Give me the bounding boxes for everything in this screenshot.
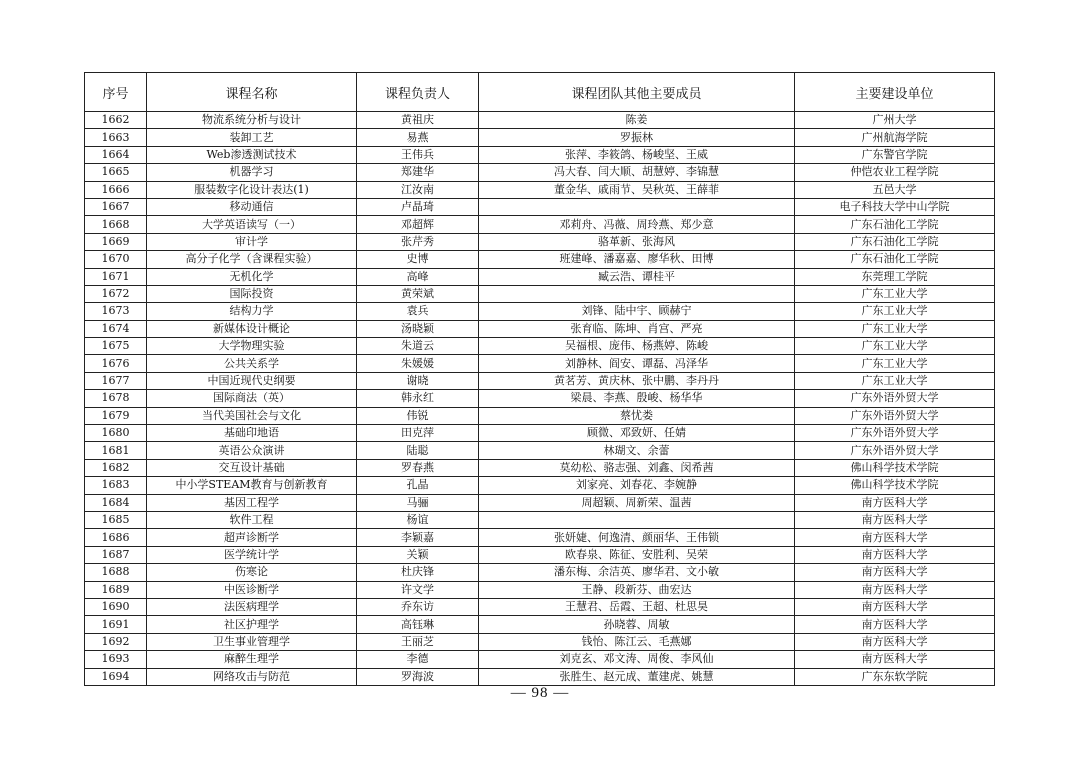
cell-index: 1691 <box>85 616 147 633</box>
cell-course-lead: 卢晶琦 <box>357 198 479 215</box>
cell-index: 1671 <box>85 268 147 285</box>
cell-institution: 广东石油化工学院 <box>795 216 995 233</box>
cell-team-members: 罗振林 <box>479 129 795 146</box>
cell-index: 1669 <box>85 233 147 250</box>
cell-team-members: 臧云浩、谭桂平 <box>479 268 795 285</box>
cell-institution: 南方医科大学 <box>795 494 995 511</box>
cell-course-lead: 马骊 <box>357 494 479 511</box>
cell-team-members: 邓莉舟、冯薇、周玲燕、郑少意 <box>479 216 795 233</box>
cell-team-members: 张育临、陈坤、肖宫、严亮 <box>479 320 795 337</box>
table-row <box>85 268 995 285</box>
cell-institution: 南方医科大学 <box>795 546 995 563</box>
cell-index: 1693 <box>85 651 147 668</box>
cell-course-lead: 高钰琳 <box>357 616 479 633</box>
cell-institution: 电子科技大学中山学院 <box>795 198 995 215</box>
cell-course-lead: 谢晓 <box>357 372 479 389</box>
header-team-members: 课程团队其他主要成员 <box>479 73 795 112</box>
table-row <box>85 146 995 163</box>
cell-team-members: 顾微、邓致妍、任婧 <box>479 425 795 442</box>
cell-institution: 南方医科大学 <box>795 564 995 581</box>
cell-course-lead: 许文学 <box>357 581 479 598</box>
cell-course-name: 审计学 <box>147 233 357 250</box>
table-row <box>85 598 995 615</box>
cell-index: 1679 <box>85 407 147 424</box>
cell-index: 1677 <box>85 372 147 389</box>
cell-institution: 广东外语外贸大学 <box>795 407 995 424</box>
table-row <box>85 529 995 546</box>
cell-team-members: 张萍、李筱鸽、杨峻坚、王威 <box>479 146 795 163</box>
cell-index: 1686 <box>85 529 147 546</box>
table-row <box>85 112 995 129</box>
cell-course-lead: 朱道云 <box>357 338 479 355</box>
cell-course-lead: 黄荣斌 <box>357 285 479 302</box>
cell-team-members: 王慧君、岳霞、王超、杜思昊 <box>479 598 795 615</box>
cell-course-lead: 黄祖庆 <box>357 112 479 129</box>
table-row <box>85 129 995 146</box>
table-row <box>85 320 995 337</box>
cell-course-lead: 孔晶 <box>357 477 479 494</box>
cell-course-lead: 李德 <box>357 651 479 668</box>
cell-course-name: 基础印地语 <box>147 425 357 442</box>
cell-course-name: 公共关系学 <box>147 355 357 372</box>
cell-course-lead: 袁兵 <box>357 303 479 320</box>
cell-course-lead: 陆聪 <box>357 442 479 459</box>
cell-course-name: 网络攻击与防范 <box>147 668 357 685</box>
cell-institution: 广东工业大学 <box>795 355 995 372</box>
cell-team-members: 周超颖、周新荣、温茜 <box>479 494 795 511</box>
cell-index: 1664 <box>85 146 147 163</box>
table-body <box>85 112 995 686</box>
cell-course-name: 社区护理学 <box>147 616 357 633</box>
cell-institution: 广东工业大学 <box>795 338 995 355</box>
table-row <box>85 390 995 407</box>
cell-institution: 广东外语外贸大学 <box>795 390 995 407</box>
page-number: — 98 — <box>510 685 570 701</box>
cell-index: 1681 <box>85 442 147 459</box>
cell-institution: 南方医科大学 <box>795 581 995 598</box>
cell-team-members: 蔡忧娄 <box>479 407 795 424</box>
cell-course-lead: 江汝南 <box>357 181 479 198</box>
table-row <box>85 511 995 528</box>
cell-course-lead: 汤晓颖 <box>357 320 479 337</box>
cell-institution: 南方医科大学 <box>795 598 995 615</box>
table-row <box>85 651 995 668</box>
cell-course-lead: 关颖 <box>357 546 479 563</box>
cell-index: 1678 <box>85 390 147 407</box>
cell-team-members: 莫幼松、骆志强、刘鑫、闵希茜 <box>479 459 795 476</box>
cell-course-name: 装卸工艺 <box>147 129 357 146</box>
cell-course-name: 无机化学 <box>147 268 357 285</box>
cell-course-lead: 罗海波 <box>357 668 479 685</box>
cell-course-lead: 杨谊 <box>357 511 479 528</box>
table-row <box>85 233 995 250</box>
cell-course-name: 麻醉生理学 <box>147 651 357 668</box>
cell-index: 1683 <box>85 477 147 494</box>
cell-course-name: 结构力学 <box>147 303 357 320</box>
cell-institution: 广东工业大学 <box>795 285 995 302</box>
cell-course-name: 基因工程学 <box>147 494 357 511</box>
cell-course-name: 机器学习 <box>147 164 357 181</box>
cell-course-name: 伤寒论 <box>147 564 357 581</box>
cell-team-members: 欧春泉、陈征、安胜利、吴荣 <box>479 546 795 563</box>
cell-course-lead: 杜庆锋 <box>357 564 479 581</box>
cell-team-members: 刘家亮、刘春花、李婉静 <box>479 477 795 494</box>
cell-index: 1685 <box>85 511 147 528</box>
cell-index: 1689 <box>85 581 147 598</box>
cell-team-members: 梁晨、李燕、殷峻、杨华华 <box>479 390 795 407</box>
cell-course-name: 高分子化学（含课程实验） <box>147 251 357 268</box>
cell-institution: 广东工业大学 <box>795 372 995 389</box>
cell-course-name: 软件工程 <box>147 511 357 528</box>
cell-team-members: 骆革新、张海风 <box>479 233 795 250</box>
cell-course-lead: 邓超辉 <box>357 216 479 233</box>
cell-institution: 广州航海学院 <box>795 129 995 146</box>
cell-institution: 广东外语外贸大学 <box>795 442 995 459</box>
cell-course-lead: 田克萍 <box>357 425 479 442</box>
cell-course-name: 当代美国社会与文化 <box>147 407 357 424</box>
table-row <box>85 668 995 685</box>
table-row <box>85 459 995 476</box>
cell-index: 1674 <box>85 320 147 337</box>
cell-index: 1684 <box>85 494 147 511</box>
cell-course-lead: 张芹秀 <box>357 233 479 250</box>
cell-course-name: 国际投资 <box>147 285 357 302</box>
table-row <box>85 164 995 181</box>
table-row <box>85 477 995 494</box>
cell-team-members <box>479 511 795 528</box>
cell-index: 1682 <box>85 459 147 476</box>
cell-course-name: Web渗透测试技术 <box>147 146 357 163</box>
course-table-sheet <box>84 72 994 686</box>
cell-index: 1672 <box>85 285 147 302</box>
cell-index: 1692 <box>85 633 147 650</box>
cell-team-members: 刘静林、阎安、谭磊、冯泽华 <box>479 355 795 372</box>
table-row <box>85 198 995 215</box>
cell-team-members: 班建峰、潘嘉嘉、廖华秋、田博 <box>479 251 795 268</box>
cell-team-members: 刘克玄、邓文涛、周俊、李风仙 <box>479 651 795 668</box>
table-row <box>85 251 995 268</box>
cell-index: 1668 <box>85 216 147 233</box>
cell-index: 1690 <box>85 598 147 615</box>
cell-course-name: 新媒体设计概论 <box>147 320 357 337</box>
cell-course-lead: 李颖嘉 <box>357 529 479 546</box>
header-course-name: 课程名称 <box>147 73 357 112</box>
cell-institution: 广东石油化工学院 <box>795 233 995 250</box>
cell-course-lead: 罗春燕 <box>357 459 479 476</box>
cell-index: 1687 <box>85 546 147 563</box>
cell-index: 1670 <box>85 251 147 268</box>
table-row <box>85 581 995 598</box>
table-row <box>85 338 995 355</box>
cell-team-members: 董金华、戚雨节、吴秋英、王薛菲 <box>479 181 795 198</box>
cell-team-members: 潘东梅、余洁英、廖华君、文小敏 <box>479 564 795 581</box>
cell-institution: 广州大学 <box>795 112 995 129</box>
cell-course-name: 大学物理实验 <box>147 338 357 355</box>
cell-course-name: 大学英语读写（一） <box>147 216 357 233</box>
cell-index: 1662 <box>85 112 147 129</box>
cell-course-name: 国际商法（英） <box>147 390 357 407</box>
cell-institution: 东莞理工学院 <box>795 268 995 285</box>
table-row <box>85 303 995 320</box>
cell-team-members: 王静、段新芬、曲宏达 <box>479 581 795 598</box>
cell-course-name: 中小学STEAM教育与创新教育 <box>147 477 357 494</box>
cell-course-name: 移动通信 <box>147 198 357 215</box>
cell-course-lead: 易燕 <box>357 129 479 146</box>
table-row <box>85 425 995 442</box>
cell-course-name: 医学统计学 <box>147 546 357 563</box>
table-row <box>85 494 995 511</box>
cell-institution: 广东东软学院 <box>795 668 995 685</box>
cell-institution: 仲恺农业工程学院 <box>795 164 995 181</box>
table-row <box>85 285 995 302</box>
cell-index: 1673 <box>85 303 147 320</box>
cell-team-members: 张胜生、赵元成、董建虎、姚慧 <box>479 668 795 685</box>
cell-institution: 广东石油化工学院 <box>795 251 995 268</box>
cell-institution: 南方医科大学 <box>795 529 995 546</box>
cell-institution: 南方医科大学 <box>795 633 995 650</box>
table-row <box>85 216 995 233</box>
cell-course-lead: 王伟兵 <box>357 146 479 163</box>
cell-course-name: 法医病理学 <box>147 598 357 615</box>
cell-course-name: 卫生事业管理学 <box>147 633 357 650</box>
cell-team-members: 张妍婕、何逸清、颜丽华、王伟锁 <box>479 529 795 546</box>
table-header-row <box>85 73 995 112</box>
cell-institution: 南方医科大学 <box>795 616 995 633</box>
table-row <box>85 442 995 459</box>
cell-index: 1666 <box>85 181 147 198</box>
cell-course-lead: 史博 <box>357 251 479 268</box>
cell-index: 1663 <box>85 129 147 146</box>
header-institution: 主要建设单位 <box>795 73 995 112</box>
cell-team-members: 孙晓蓉、周敏 <box>479 616 795 633</box>
header-index: 序号 <box>85 73 147 112</box>
cell-team-members: 冯大春、闫大顺、胡慧婷、李锦慧 <box>479 164 795 181</box>
cell-course-name: 物流系统分析与设计 <box>147 112 357 129</box>
table-row <box>85 616 995 633</box>
cell-course-name: 中医诊断学 <box>147 581 357 598</box>
cell-course-name: 服装数字化设计表达(1) <box>147 181 357 198</box>
table-row <box>85 181 995 198</box>
cell-team-members: 林瑚文、余蕾 <box>479 442 795 459</box>
table-row <box>85 633 995 650</box>
cell-institution: 广东工业大学 <box>795 320 995 337</box>
table-row <box>85 355 995 372</box>
cell-course-lead: 乔东访 <box>357 598 479 615</box>
cell-course-name: 交互设计基础 <box>147 459 357 476</box>
cell-course-lead: 朱媛媛 <box>357 355 479 372</box>
cell-course-lead: 伟锐 <box>357 407 479 424</box>
cell-team-members <box>479 285 795 302</box>
cell-course-lead: 韩永红 <box>357 390 479 407</box>
cell-institution: 南方医科大学 <box>795 511 995 528</box>
header-course-lead: 课程负责人 <box>357 73 479 112</box>
cell-team-members: 吴福根、庞伟、杨燕婷、陈峻 <box>479 338 795 355</box>
cell-course-lead: 王丽芝 <box>357 633 479 650</box>
cell-team-members: 刘锋、陆中宇、顾赫宁 <box>479 303 795 320</box>
table-row <box>85 372 995 389</box>
cell-team-members: 钱怡、陈江云、毛燕娜 <box>479 633 795 650</box>
cell-course-name: 中国近现代史纲要 <box>147 372 357 389</box>
cell-institution: 佛山科学技术学院 <box>795 477 995 494</box>
cell-institution: 南方医科大学 <box>795 651 995 668</box>
cell-team-members <box>479 198 795 215</box>
cell-index: 1676 <box>85 355 147 372</box>
cell-index: 1675 <box>85 338 147 355</box>
table-row <box>85 407 995 424</box>
cell-institution: 五邑大学 <box>795 181 995 198</box>
cell-institution: 佛山科学技术学院 <box>795 459 995 476</box>
cell-institution: 广东警官学院 <box>795 146 995 163</box>
table-row <box>85 564 995 581</box>
table-row <box>85 546 995 563</box>
cell-index: 1694 <box>85 668 147 685</box>
cell-course-lead: 郑建华 <box>357 164 479 181</box>
cell-course-lead: 高峰 <box>357 268 479 285</box>
cell-index: 1688 <box>85 564 147 581</box>
cell-index: 1665 <box>85 164 147 181</box>
cell-course-name: 超声诊断学 <box>147 529 357 546</box>
course-table <box>84 72 995 686</box>
cell-course-name: 英语公众演讲 <box>147 442 357 459</box>
cell-index: 1680 <box>85 425 147 442</box>
cell-institution: 广东外语外贸大学 <box>795 425 995 442</box>
cell-team-members: 陈姜 <box>479 112 795 129</box>
cell-team-members: 黄茗芳、黄庆林、张中鹏、李丹丹 <box>479 372 795 389</box>
cell-institution: 广东工业大学 <box>795 303 995 320</box>
cell-index: 1667 <box>85 198 147 215</box>
